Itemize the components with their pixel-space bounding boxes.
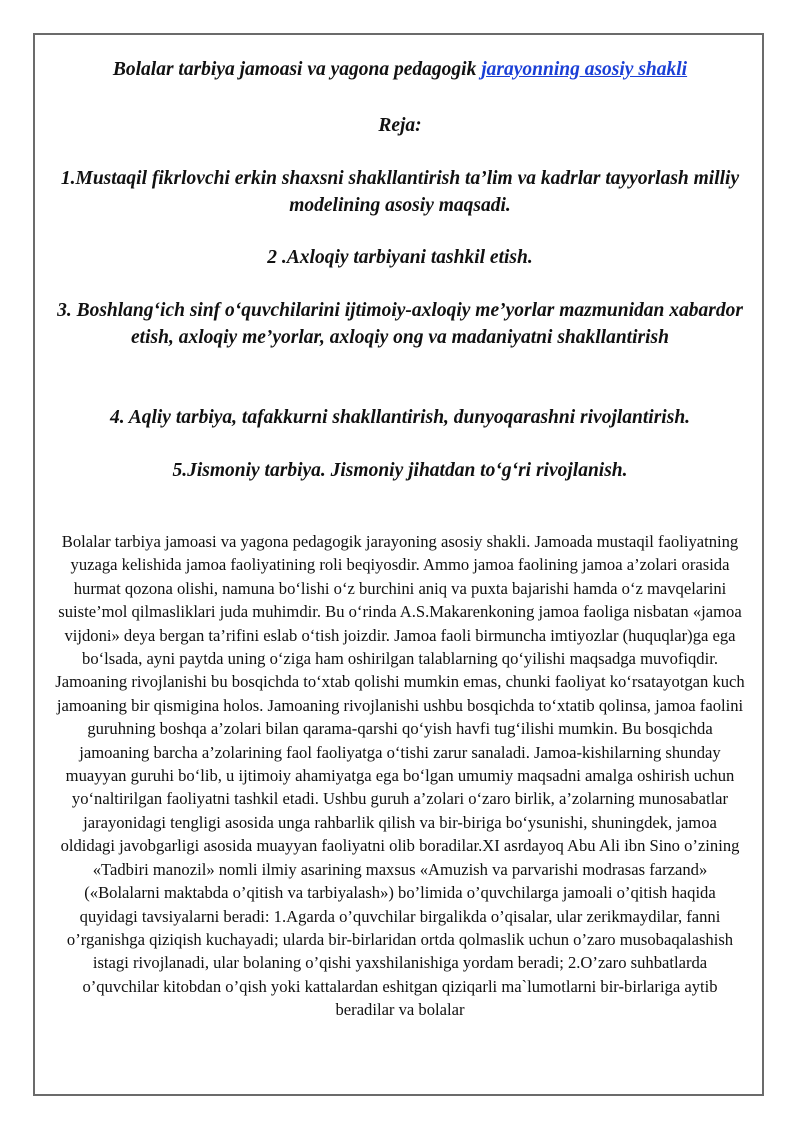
plan-item-5: 5.Jismoniy tarbiya. Jismoniy jihatdan to‘g‘ri rivojlanish. [172, 460, 628, 481]
title-text: Bolalar tarbiya jamoasi va yagona pedagogik [112, 59, 482, 80]
body-paragraph: Bolalar tarbiya jamoasi va yagona pedagogik jarayoning asosiy shakli. Jamoada mustaqil faoliyatning yuzaga kelishida jamoa faoliyatining roli beqiyosdir. Ammo jamoa faolining jamoa a’zolari orasida hurmat qozona olishi, namuna bo‘lishi o‘z burchini aniq va puxta bajarishi hamda o‘z mavqelarini suiste’mol qilmasliklari juda muhimdir. Bu o‘rinda A.S.Makarenkoning jamoa faoliga nisbatan «jamoa vijdoni» deya bergan ta’rifini eslab o‘tish joizdir. Jamoa faoli birmuncha imtiyozlar (huquqlar)ga ega bo‘lsada, ayni paytda uning o‘ziga ham oshirilgan talablarning qo‘yilishi maqsadga muvofiqdir. Jamoaning rivojlanishi bu bosqichda to‘xtab qolishi mumkin emas, chunki faoliyat ko‘rsatayotgan kuch jamoaning bir qismigina holos. Jamoaning rivojlanishi ushbu bosqichda to‘xtatib qolinsa, jamoa faolini guruhning boshqa a’zolari bilan qarama-qarshi qo‘yish havfi tug‘ilishi mumkin. Bu bosqichda jamoaning barcha a’zolarining faol faoliyatga o‘tishi zarur sanaladi. Jamoa-kishilarning shunday muayyan guruhi bo‘lib, u ijtimoiy ahamiyatga ega bo‘lgan umumiy maqsadni amalga oshirish uchun yo‘naltirilgan faoliyatni tashkil etadi. Ushbu guruh a’zolari o‘zaro birlik, a’zolarning munosabatlar jarayonidagi tengligi asosida unga rahbarlik qilish va bir-biriga bo‘ysunishi, shuningdek, jamoa oldidagi javobgarligi asosida muayyan faoliyatni olib boradilar.XI asrdayoq Abu Ali ibn Sino o’zining «Tadbiri manozil» nomli ilmiy asarining maxsus «Amuzish va parvarishi modrasas farzand» («Bolalarni maktabda o’qitish va tarbiyalash») bo’limida o’quvchilarga jamoali o’qitish haqida quyidagi tavsiyalarni beradi: 1.Agarda o’quvchilar birgalikda o’qisalar, ular zerikmaydilar, fanni o’rganishga qiziqish kuchayadi; ularda bir-birlaridan ortda qolmaslik uchun o’zaro musobaqalashish istagi rivojlanadi, ular bolaning o’qishi yaxshilanishiga yordam beradi; 2.O’zaro suhbatlarda o’quvchilar kitobdan o’qish yoki kattalardan eshitgan qiziqarli ma`lumotlarni bir-birlariga aytib beradilar va bolalar [55, 532, 745, 1020]
plan-item-2: 2 .Axloqiy tarbiyani tashkil etish. [267, 247, 533, 268]
plan-item-4: 4. Aqliy tarbiya, tafakkurni shakllantirish, dunyoqarashni rivojlantirish. [109, 407, 691, 428]
document-title [40, 57, 760, 83]
plan-item-1: 1.Mustaqil fikrlovchi erkin shaxsni shakllantirish ta’lim va kadrlar tayyorlash milliy modelining asosiy maqsadi. [60, 168, 740, 216]
title-link[interactable]: jarayonning asosiy shakli [481, 59, 688, 80]
plan-heading: Reja: [378, 115, 422, 136]
plan-item-3: 3. Boshlang‘ich sinf o‘quvchilarini ijtimoiy-axloqiy me’yorlar mazmunidan xabardor etish, axloqiy me’yorlar, axloqiy ong va madaniyatni shakllantirish [57, 300, 743, 348]
